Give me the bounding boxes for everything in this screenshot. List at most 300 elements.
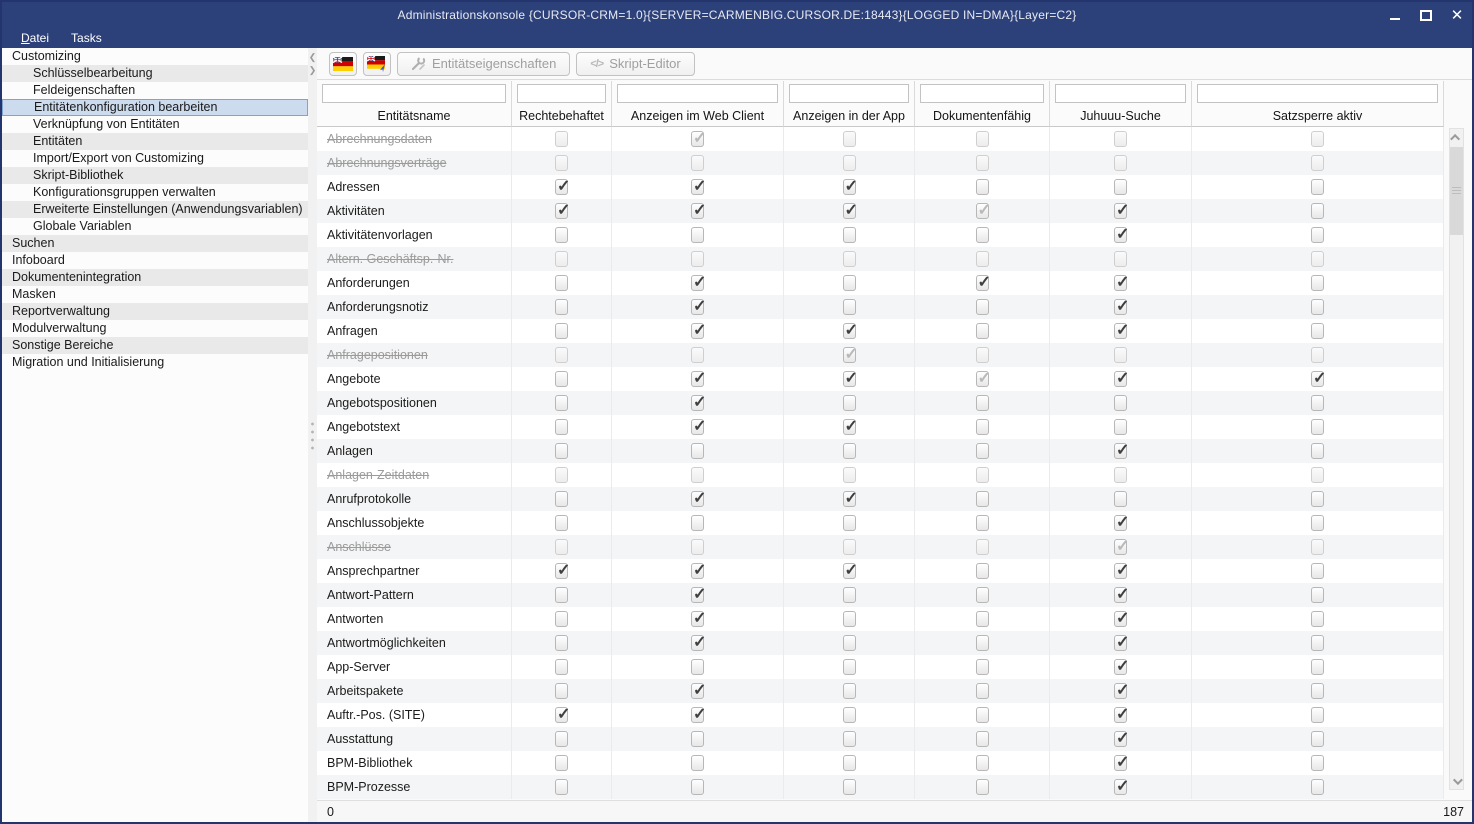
- column-header-satzsperre-aktiv[interactable]: Satzsperre aktiv: [1192, 105, 1444, 127]
- entity-name: Anschlüsse: [317, 535, 512, 559]
- sidebar-item-migration-und-initialisierung[interactable]: Migration und Initialisierung: [12, 355, 165, 369]
- cell-anzeigen-im-web-client: [612, 535, 784, 559]
- filter-input-rechtebehaftet[interactable]: [517, 84, 606, 103]
- checkbox-rechtebehaftet[interactable]: [555, 275, 568, 291]
- filter-input-satzsperre-aktiv[interactable]: [1197, 84, 1438, 103]
- entity-name: Altern. Geschäftsp.-Nr.: [317, 247, 512, 271]
- checkbox-juhuuu-suche[interactable]: [1114, 491, 1127, 507]
- checkbox-rechtebehaftet[interactable]: [555, 611, 568, 627]
- checkbox-anzeigen-in-der-app[interactable]: [843, 371, 856, 387]
- checkbox-rechtebehaftet[interactable]: [555, 179, 568, 195]
- checkbox-dokumentenfähig[interactable]: [976, 659, 989, 675]
- checkbox-anzeigen-in-der-app[interactable]: [843, 563, 856, 579]
- filter-cell-dokumentenfähig: [915, 81, 1050, 105]
- script-editor-button[interactable]: [576, 52, 694, 76]
- cell-dokumentenfähig: [915, 679, 1050, 703]
- checkbox-satzsperre-aktiv[interactable]: [1311, 203, 1324, 219]
- checkbox-rechtebehaftet[interactable]: [555, 707, 568, 723]
- cell-juhuuu-suche: [1050, 655, 1192, 679]
- cell-anzeigen-in-der-app: [784, 703, 915, 727]
- checkbox-anzeigen-im-web-client[interactable]: [691, 227, 704, 243]
- table-row-anschlussobjekte[interactable]: [317, 511, 1444, 535]
- checkbox-satzsperre-aktiv[interactable]: [1311, 491, 1324, 507]
- checkbox-dokumentenfähig[interactable]: [976, 731, 989, 747]
- cell-anzeigen-in-der-app: [784, 487, 915, 511]
- checkbox-juhuuu-suche[interactable]: [1114, 635, 1127, 651]
- checkbox-rechtebehaftet[interactable]: [555, 635, 568, 651]
- scrollbar-thumb[interactable]: [1450, 147, 1463, 235]
- checkbox-anzeigen-in-der-app[interactable]: [843, 683, 856, 699]
- checkbox-rechtebehaftet[interactable]: [555, 731, 568, 747]
- splitter-grip-icon[interactable]: [311, 420, 314, 450]
- sidebar-item-customizing[interactable]: Customizing: [12, 49, 81, 63]
- table-row-anlagen[interactable]: [317, 439, 1444, 463]
- checkbox-satzsperre-aktiv: [1311, 155, 1324, 171]
- checkbox-anzeigen-in-der-app: [843, 539, 856, 555]
- status-row-count: 187: [1443, 804, 1464, 819]
- entity-name: Ausstattung: [317, 727, 512, 751]
- table-row-antworten[interactable]: [317, 607, 1444, 631]
- cell-anzeigen-in-der-app: [784, 535, 915, 559]
- checkbox-satzsperre-aktiv[interactable]: [1311, 275, 1324, 291]
- table-row-anfragen[interactable]: [317, 319, 1444, 343]
- sidebar-item-konfigurationsgruppen-verwalten[interactable]: Konfigurationsgruppen verwalten: [33, 185, 216, 199]
- checkbox-anzeigen-in-der-app[interactable]: [843, 611, 856, 627]
- checkbox-anzeigen-im-web-client[interactable]: [691, 395, 704, 411]
- checkbox-anzeigen-im-web-client[interactable]: [691, 707, 704, 723]
- status-bar: [317, 800, 1472, 822]
- language-german-flag-edit-button[interactable]: [363, 52, 391, 76]
- checkbox-anzeigen-im-web-client[interactable]: [691, 419, 704, 435]
- table-row-aktivitätenvorlagen[interactable]: [317, 223, 1444, 247]
- cell-rechtebehaftet: [512, 487, 612, 511]
- checkbox-dokumentenfähig[interactable]: [976, 179, 989, 195]
- checkbox-dokumentenfähig[interactable]: [976, 443, 989, 459]
- checkbox-satzsperre-aktiv[interactable]: [1311, 563, 1324, 579]
- checkbox-anzeigen-im-web-client[interactable]: [691, 635, 704, 651]
- checkbox-anzeigen-im-web-client[interactable]: [691, 611, 704, 627]
- cell-satzsperre-aktiv: [1192, 751, 1444, 775]
- cell-satzsperre-aktiv: [1192, 655, 1444, 679]
- cell-juhuuu-suche: [1050, 415, 1192, 439]
- cell-rechtebehaftet: [512, 295, 612, 319]
- checkbox-rechtebehaftet[interactable]: [555, 203, 568, 219]
- checkbox-dokumentenfähig[interactable]: [976, 683, 989, 699]
- table-row-ansprechpartner[interactable]: [317, 559, 1444, 583]
- sidebar-item-entitätenkonfiguration-bearbeiten[interactable]: Entitätenkonfiguration bearbeiten: [2, 99, 308, 116]
- checkbox-satzsperre-aktiv[interactable]: [1311, 611, 1324, 627]
- menu-item-datei[interactable]: Datei: [21, 31, 50, 45]
- cell-dokumentenfähig: [915, 463, 1050, 487]
- checkbox-juhuuu-suche[interactable]: [1114, 299, 1127, 315]
- sidebar-item-reportverwaltung[interactable]: Reportverwaltung: [2, 303, 308, 320]
- checkbox-dokumentenfähig[interactable]: [976, 299, 989, 315]
- checkbox-rechtebehaftet[interactable]: [555, 683, 568, 699]
- checkbox-dokumentenfähig[interactable]: [976, 635, 989, 651]
- checkbox-anzeigen-im-web-client[interactable]: [691, 443, 704, 459]
- checkbox-rechtebehaftet[interactable]: [555, 299, 568, 315]
- checkbox-juhuuu-suche[interactable]: [1114, 395, 1127, 411]
- cell-satzsperre-aktiv: [1192, 295, 1444, 319]
- code-icon: </>: [590, 57, 604, 70]
- checkbox-anzeigen-in-der-app[interactable]: [843, 491, 856, 507]
- cell-dokumentenfähig: [915, 127, 1050, 151]
- cell-satzsperre-aktiv: [1192, 343, 1444, 367]
- entity-name: Anforderungen: [317, 271, 512, 295]
- checkbox-rechtebehaftet[interactable]: [555, 227, 568, 243]
- cell-juhuuu-suche: [1050, 631, 1192, 655]
- checkbox-juhuuu-suche[interactable]: [1114, 659, 1127, 675]
- checkbox-satzsperre-aktiv[interactable]: [1311, 779, 1324, 795]
- table-row-anrufprotokolle[interactable]: [317, 487, 1444, 511]
- checkbox-dokumentenfähig[interactable]: [976, 395, 989, 411]
- table-row-bpm-prozesse[interactable]: [317, 775, 1444, 799]
- cell-rechtebehaftet: [512, 607, 612, 631]
- checkbox-anzeigen-im-web-client[interactable]: [691, 683, 704, 699]
- checkbox-satzsperre-aktiv[interactable]: [1311, 683, 1324, 699]
- cell-dokumentenfähig: [915, 295, 1050, 319]
- checkbox-anzeigen-im-web-client[interactable]: [691, 563, 704, 579]
- checkbox-anzeigen-im-web-client[interactable]: [691, 731, 704, 747]
- cell-anzeigen-im-web-client: [612, 319, 784, 343]
- column-header-juhuuu-suche[interactable]: Juhuuu-Suche: [1050, 105, 1192, 127]
- cell-anzeigen-im-web-client: [612, 151, 784, 175]
- checkbox-anzeigen-in-der-app[interactable]: [843, 419, 856, 435]
- cell-anzeigen-in-der-app: [784, 343, 915, 367]
- cell-rechtebehaftet: [512, 343, 612, 367]
- checkbox-juhuuu-suche[interactable]: [1114, 611, 1127, 627]
- sidebar-splitter[interactable]: [308, 48, 317, 822]
- cell-dokumentenfähig: [915, 319, 1050, 343]
- sidebar-item-infoboard[interactable]: Infoboard: [12, 253, 65, 267]
- collapse-left-icon[interactable]: ❮: [308, 52, 317, 62]
- checkbox-satzsperre-aktiv[interactable]: [1311, 587, 1324, 603]
- checkbox-anzeigen-in-der-app[interactable]: [843, 779, 856, 795]
- cell-dokumentenfähig: [915, 607, 1050, 631]
- sidebar-item-skript-bibliothek[interactable]: Skript-Bibliothek: [2, 167, 308, 184]
- checkbox-dokumentenfähig[interactable]: [976, 491, 989, 507]
- cell-dokumentenfähig: [915, 559, 1050, 583]
- sidebar-item-suchen[interactable]: Suchen: [2, 235, 308, 252]
- cell-anzeigen-in-der-app: [784, 655, 915, 679]
- checkbox-anzeigen-im-web-client[interactable]: [691, 371, 704, 387]
- filter-input-anzeigen-im-web-client[interactable]: [617, 84, 778, 103]
- cell-rechtebehaftet: [512, 559, 612, 583]
- checkbox-satzsperre-aktiv: [1311, 251, 1324, 267]
- menu-item-tasks[interactable]: Tasks: [71, 31, 102, 45]
- cell-juhuuu-suche: [1050, 439, 1192, 463]
- checkbox-satzsperre-aktiv[interactable]: [1311, 659, 1324, 675]
- checkbox-juhuuu-suche[interactable]: [1114, 203, 1127, 219]
- column-header-entitätsname[interactable]: Entitätsname: [317, 105, 512, 127]
- table-row-app-server[interactable]: [317, 655, 1444, 679]
- checkbox-juhuuu-suche[interactable]: [1114, 179, 1127, 195]
- cell-dokumentenfähig: [915, 439, 1050, 463]
- cell-anzeigen-im-web-client: [612, 727, 784, 751]
- checkbox-rechtebehaftet[interactable]: [555, 563, 568, 579]
- checkbox-dokumentenfähig[interactable]: [976, 563, 989, 579]
- checkbox-juhuuu-suche[interactable]: [1114, 443, 1127, 459]
- table-row-adressen[interactable]: [317, 175, 1444, 199]
- cell-dokumentenfähig: [915, 655, 1050, 679]
- toolbar: [317, 48, 1472, 80]
- checkbox-juhuuu-suche[interactable]: [1114, 707, 1127, 723]
- cell-juhuuu-suche: [1050, 535, 1192, 559]
- entity-name: Adressen: [317, 175, 512, 199]
- cell-dokumentenfähig: [915, 223, 1050, 247]
- sidebar-item-sonstige-bereiche[interactable]: Sonstige Bereiche: [2, 337, 308, 354]
- checkbox-rechtebehaftet[interactable]: [555, 491, 568, 507]
- column-header-rechtebehaftet[interactable]: Rechtebehaftet: [512, 105, 612, 127]
- checkbox-anzeigen-im-web-client[interactable]: [691, 587, 704, 603]
- checkbox-anzeigen-in-der-app[interactable]: [843, 755, 856, 771]
- entity-name: Ansprechpartner: [317, 559, 512, 583]
- checkbox-rechtebehaftet[interactable]: [555, 395, 568, 411]
- cell-anzeigen-in-der-app: [784, 199, 915, 223]
- checkbox-anzeigen-in-der-app: [843, 155, 856, 171]
- checkbox-rechtebehaftet[interactable]: [555, 371, 568, 387]
- table-row-abrechnungsdaten[interactable]: [317, 127, 1444, 151]
- checkbox-anzeigen-im-web-client[interactable]: [691, 659, 704, 675]
- checkbox-dokumentenfähig[interactable]: [976, 587, 989, 603]
- checkbox-rechtebehaftet[interactable]: [555, 755, 568, 771]
- cell-anzeigen-in-der-app: [784, 127, 915, 151]
- table-row-anfragepositionen[interactable]: [317, 343, 1444, 367]
- cell-anzeigen-in-der-app: [784, 175, 915, 199]
- table-row-angebotspositionen[interactable]: [317, 391, 1444, 415]
- filter-input-dokumentenfähig[interactable]: [920, 84, 1044, 103]
- checkbox-anzeigen-in-der-app[interactable]: [843, 587, 856, 603]
- checkbox-satzsperre-aktiv[interactable]: [1311, 515, 1324, 531]
- checkbox-satzsperre-aktiv[interactable]: [1311, 443, 1324, 459]
- table-row-antwort-pattern[interactable]: [317, 583, 1444, 607]
- column-header-dokumentenfähig[interactable]: Dokumentenfähig: [915, 105, 1050, 127]
- table-row-anlagen-zeitdaten[interactable]: [317, 463, 1444, 487]
- entity-name: Anlagen: [317, 439, 512, 463]
- checkbox-anzeigen-im-web-client[interactable]: [691, 299, 704, 315]
- table-row-anforderungen[interactable]: [317, 271, 1444, 295]
- cell-rechtebehaftet: [512, 703, 612, 727]
- cell-anzeigen-im-web-client: [612, 631, 784, 655]
- checkbox-anzeigen-in-der-app[interactable]: [843, 275, 856, 291]
- checkbox-dokumentenfähig[interactable]: [976, 419, 989, 435]
- table-row-ausstattung[interactable]: [317, 727, 1444, 751]
- checkbox-juhuuu-suche[interactable]: [1114, 563, 1127, 579]
- checkbox-satzsperre-aktiv[interactable]: [1311, 419, 1324, 435]
- checkbox-anzeigen-in-der-app[interactable]: [843, 227, 856, 243]
- checkbox-dokumentenfähig[interactable]: [976, 611, 989, 627]
- table-row-anschlüsse[interactable]: [317, 535, 1444, 559]
- sidebar-item-modulverwaltung[interactable]: Modulverwaltung: [12, 321, 107, 335]
- checkbox-anzeigen-im-web-client[interactable]: [691, 779, 704, 795]
- checkbox-anzeigen-im-web-client[interactable]: [691, 491, 704, 507]
- cell-rechtebehaftet: [512, 271, 612, 295]
- cell-anzeigen-im-web-client: [612, 295, 784, 319]
- checkbox-dokumentenfähig: [976, 539, 989, 555]
- cell-juhuuu-suche: [1050, 295, 1192, 319]
- checkbox-juhuuu-suche[interactable]: [1114, 515, 1127, 531]
- checkbox-anzeigen-in-der-app[interactable]: [843, 443, 856, 459]
- checkbox-juhuuu-suche[interactable]: [1114, 419, 1127, 435]
- checkbox-juhuuu-suche[interactable]: [1114, 323, 1127, 339]
- cell-juhuuu-suche: [1050, 319, 1192, 343]
- cell-anzeigen-im-web-client: [612, 247, 784, 271]
- table-row-abrechnungsverträge[interactable]: [317, 151, 1444, 175]
- entity-name: Anfragepositionen: [317, 343, 512, 367]
- sidebar-item-dokumentenintegration[interactable]: Dokumentenintegration: [2, 269, 308, 286]
- checkbox-anzeigen-in-der-app[interactable]: [843, 203, 856, 219]
- cell-anzeigen-im-web-client: [612, 511, 784, 535]
- cell-juhuuu-suche: [1050, 703, 1192, 727]
- sidebar-item-masken[interactable]: Masken: [12, 287, 56, 301]
- checkbox-dokumentenfähig[interactable]: [976, 779, 989, 795]
- checkbox-rechtebehaftet[interactable]: [555, 443, 568, 459]
- scroll-up-icon[interactable]: [1450, 129, 1463, 145]
- checkbox-dokumentenfähig[interactable]: [976, 323, 989, 339]
- checkbox-anzeigen-im-web-client[interactable]: [691, 755, 704, 771]
- cell-dokumentenfähig: [915, 367, 1050, 391]
- entity-name: Abrechnungsdaten: [317, 127, 512, 151]
- sidebar-item-verknüpfung-von-entitäten[interactable]: Verknüpfung von Entitäten: [33, 117, 180, 131]
- maximize-button[interactable]: [1420, 10, 1432, 21]
- checkbox-anzeigen-in-der-app[interactable]: [843, 635, 856, 651]
- checkbox-juhuuu-suche[interactable]: [1114, 683, 1127, 699]
- cell-juhuuu-suche: [1050, 223, 1192, 247]
- cell-anzeigen-im-web-client: [612, 607, 784, 631]
- checkbox-anzeigen-in-der-app[interactable]: [843, 515, 856, 531]
- filter-input-juhuuu-suche[interactable]: [1055, 84, 1186, 103]
- table-row-angebote[interactable]: [317, 367, 1444, 391]
- cell-anzeigen-in-der-app: [784, 151, 915, 175]
- checkbox-satzsperre-aktiv[interactable]: [1311, 323, 1324, 339]
- checkbox-anzeigen-im-web-client[interactable]: [691, 515, 704, 531]
- checkbox-anzeigen-im-web-client[interactable]: [691, 275, 704, 291]
- checkbox-juhuuu-suche[interactable]: [1114, 587, 1127, 603]
- cell-juhuuu-suche: [1050, 247, 1192, 271]
- sidebar-item-feldeigenschaften[interactable]: Feldeigenschaften: [33, 83, 136, 97]
- checkbox-satzsperre-aktiv[interactable]: [1311, 755, 1324, 771]
- filter-input-anzeigen-in-der-app[interactable]: [789, 84, 909, 103]
- table-row-altern-geschäftsp-nr[interactable]: [317, 247, 1444, 271]
- cell-anzeigen-im-web-client: [612, 559, 784, 583]
- checkbox-anzeigen-in-der-app[interactable]: [843, 659, 856, 675]
- vertical-scrollbar[interactable]: [1449, 128, 1464, 790]
- column-header-anzeigen-im-web-client[interactable]: Anzeigen im Web Client: [612, 105, 784, 127]
- cell-anzeigen-in-der-app: [784, 367, 915, 391]
- checkbox-anzeigen-in-der-app[interactable]: [843, 731, 856, 747]
- table-row-angebotstext[interactable]: [317, 415, 1444, 439]
- cell-satzsperre-aktiv: [1192, 367, 1444, 391]
- table-row-aktivitäten[interactable]: [317, 199, 1444, 223]
- cell-rechtebehaftet: [512, 631, 612, 655]
- checkbox-dokumentenfähig[interactable]: [976, 227, 989, 243]
- checkbox-dokumentenfähig[interactable]: [976, 707, 989, 723]
- cell-dokumentenfähig: [915, 535, 1050, 559]
- cell-anzeigen-im-web-client: [612, 583, 784, 607]
- checkbox-anzeigen-im-web-client[interactable]: [691, 203, 704, 219]
- checkbox-satzsperre-aktiv[interactable]: [1311, 227, 1324, 243]
- checkbox-rechtebehaftet[interactable]: [555, 587, 568, 603]
- table-row-anforderungsnotiz[interactable]: [317, 295, 1444, 319]
- checkbox-dokumentenfähig[interactable]: [976, 755, 989, 771]
- checkbox-dokumentenfähig[interactable]: [976, 515, 989, 531]
- cell-anzeigen-im-web-client: [612, 175, 784, 199]
- checkbox-anzeigen-in-der-app[interactable]: [843, 323, 856, 339]
- cell-anzeigen-in-der-app: [784, 559, 915, 583]
- cell-rechtebehaftet: [512, 751, 612, 775]
- language-german-flag-button[interactable]: [329, 52, 357, 76]
- entity-name: BPM-Prozesse: [317, 775, 512, 799]
- checkbox-juhuuu-suche[interactable]: [1114, 779, 1127, 795]
- checkbox-satzsperre-aktiv[interactable]: [1311, 707, 1324, 723]
- checkbox-dokumentenfähig[interactable]: [976, 275, 989, 291]
- sidebar-item-erweiterte-einstellungen-anwendungsvariablen[interactable]: Erweiterte Einstellungen (Anwendungsvariablen): [2, 201, 308, 218]
- cell-rechtebehaftet: [512, 367, 612, 391]
- cell-anzeigen-im-web-client: [612, 751, 784, 775]
- checkbox-rechtebehaftet[interactable]: [555, 779, 568, 795]
- sidebar-item-import-export-von-customizing[interactable]: Import/Export von Customizing: [33, 151, 204, 165]
- checkbox-juhuuu-suche: [1114, 155, 1127, 171]
- checkbox-juhuuu-suche[interactable]: [1114, 275, 1127, 291]
- filter-cell-juhuuu-suche: [1050, 81, 1192, 105]
- entity-name: Abrechnungsverträge: [317, 151, 512, 175]
- entity-name: Angebotspositionen: [317, 391, 512, 415]
- cell-juhuuu-suche: [1050, 391, 1192, 415]
- checkbox-rechtebehaftet[interactable]: [555, 515, 568, 531]
- cell-rechtebehaftet: [512, 775, 612, 799]
- minimize-button[interactable]: [1388, 8, 1402, 22]
- cell-anzeigen-im-web-client: [612, 703, 784, 727]
- checkbox-juhuuu-suche[interactable]: [1114, 731, 1127, 747]
- wrench-icon: [411, 56, 426, 71]
- close-button[interactable]: ✕: [1450, 7, 1464, 24]
- scroll-down-icon[interactable]: [1450, 773, 1463, 789]
- checkbox-anzeigen-im-web-client[interactable]: [691, 323, 704, 339]
- sidebar-item-schlüsselbearbeitung[interactable]: Schlüsselbearbeitung: [2, 65, 308, 82]
- checkbox-satzsperre-aktiv[interactable]: [1311, 635, 1324, 651]
- table-row-bpm-bibliothek[interactable]: [317, 751, 1444, 775]
- checkbox-anzeigen-in-der-app[interactable]: [843, 179, 856, 195]
- checkbox-anzeigen-in-der-app[interactable]: [843, 707, 856, 723]
- checkbox-juhuuu-suche[interactable]: [1114, 227, 1127, 243]
- checkbox-satzsperre-aktiv[interactable]: [1311, 395, 1324, 411]
- checkbox-satzsperre-aktiv[interactable]: [1311, 299, 1324, 315]
- checkbox-rechtebehaftet[interactable]: [555, 659, 568, 675]
- expand-right-icon[interactable]: ❯: [308, 65, 317, 75]
- checkbox-rechtebehaftet[interactable]: [555, 419, 568, 435]
- entity-properties-button[interactable]: [397, 52, 570, 76]
- entity-name: Anrufprotokolle: [317, 487, 512, 511]
- checkbox-anzeigen-in-der-app[interactable]: [843, 299, 856, 315]
- cell-satzsperre-aktiv: [1192, 415, 1444, 439]
- checkbox-juhuuu-suche[interactable]: [1114, 755, 1127, 771]
- checkbox-satzsperre-aktiv[interactable]: [1311, 731, 1324, 747]
- checkbox-satzsperre-aktiv[interactable]: [1311, 371, 1324, 387]
- sidebar-item-entitäten[interactable]: Entitäten: [2, 133, 308, 150]
- table-row-auftr-pos-site[interactable]: [317, 703, 1444, 727]
- filter-input-entitätsname[interactable]: [322, 84, 506, 103]
- column-header-anzeigen-in-der-app[interactable]: Anzeigen in der App: [784, 105, 915, 127]
- checkbox-anzeigen-im-web-client[interactable]: [691, 179, 704, 195]
- table-row-arbeitspakete[interactable]: [317, 679, 1444, 703]
- checkbox-satzsperre-aktiv: [1311, 131, 1324, 147]
- checkbox-anzeigen-in-der-app[interactable]: [843, 395, 856, 411]
- checkbox-rechtebehaftet[interactable]: [555, 323, 568, 339]
- checkbox-juhuuu-suche[interactable]: [1114, 371, 1127, 387]
- checkbox-satzsperre-aktiv[interactable]: [1311, 179, 1324, 195]
- sidebar-item-globale-variablen[interactable]: Globale Variablen: [33, 219, 132, 233]
- table-row-antwortmöglichkeiten[interactable]: [317, 631, 1444, 655]
